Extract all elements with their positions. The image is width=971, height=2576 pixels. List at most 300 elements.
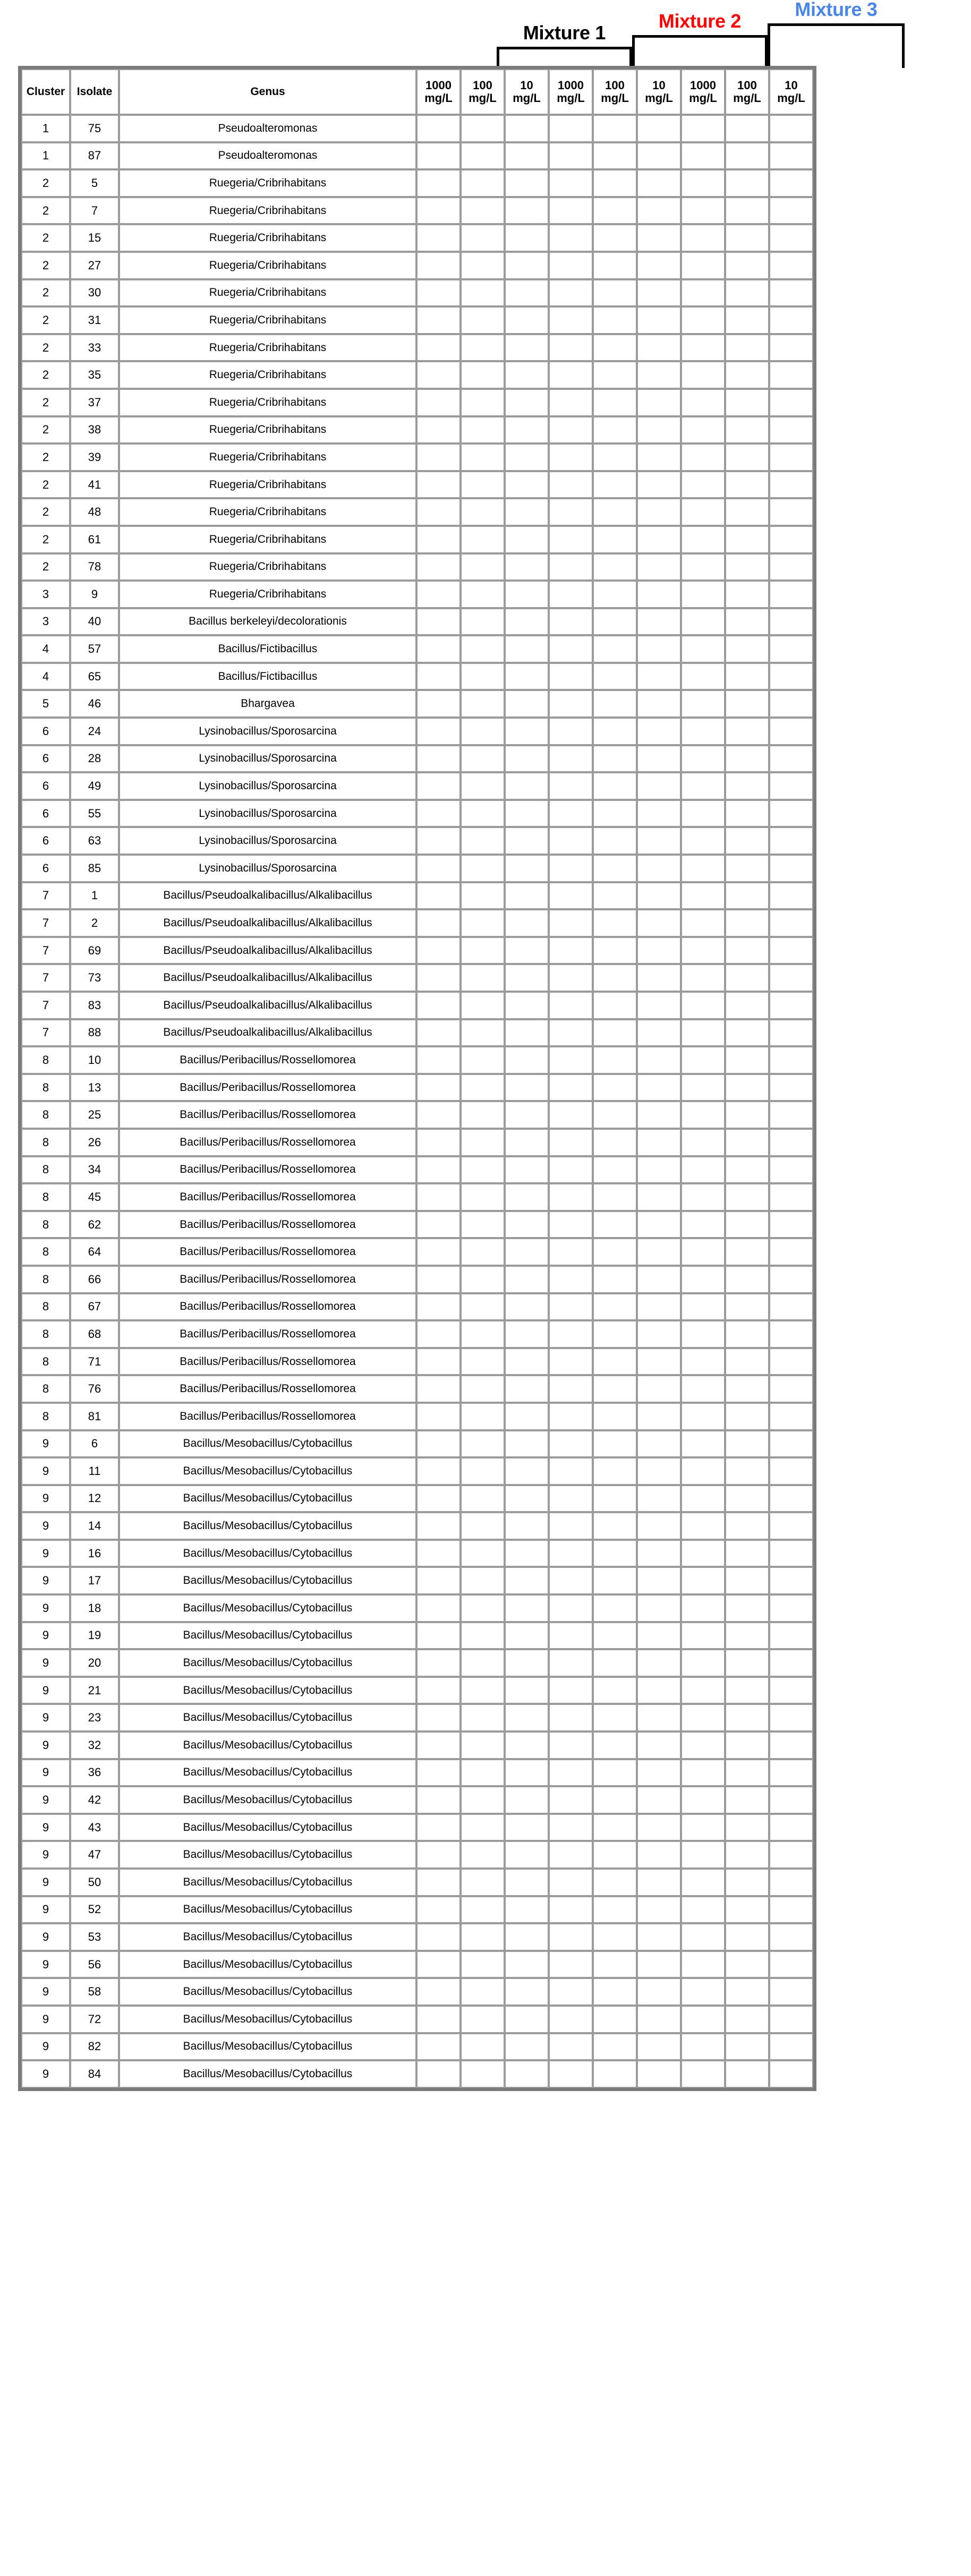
genus-value: Bacillus/Mesobacillus/Cytobacillus (119, 1677, 416, 1704)
growth-cell (637, 855, 681, 882)
growth-cell (593, 1183, 637, 1211)
table-row (21, 1375, 813, 1403)
growth-cell (549, 1211, 593, 1239)
growth-cell (505, 1074, 549, 1102)
growth-cell (769, 1786, 813, 1814)
growth-cell (461, 1649, 505, 1677)
growth-cell (725, 1896, 769, 1924)
growth-cell (593, 909, 637, 937)
growth-cell (769, 2060, 813, 2088)
table-row (21, 1896, 813, 1924)
growth-cell (681, 553, 725, 581)
growth-cell (505, 1731, 549, 1759)
genus-value: Lysinobacillus/Sporosarcina (119, 855, 416, 882)
header-m1-1000-value: 1000 (425, 78, 452, 92)
growth-cell (549, 690, 593, 718)
growth-cell (681, 1101, 725, 1129)
growth-cell (769, 1512, 813, 1540)
growth-cell (681, 1594, 725, 1622)
growth-cell (769, 1649, 813, 1677)
cluster-value: 2 (21, 197, 70, 225)
growth-cell (593, 2006, 637, 2033)
genus-value: Bacillus/Pseudoalkalibacillus/Alkalibacillus (119, 937, 416, 965)
table-row (21, 553, 813, 581)
growth-cell (416, 992, 461, 1019)
growth-cell (461, 855, 505, 882)
growth-cell (416, 306, 461, 334)
growth-cell (769, 361, 813, 389)
growth-cell (416, 553, 461, 581)
growth-cell (416, 2033, 461, 2061)
growth-cell (637, 2033, 681, 2061)
growth-cell (769, 635, 813, 663)
growth-cell (461, 252, 505, 279)
genus-value: Bacillus/Peribacillus/Rossellomorea (119, 1074, 416, 1102)
mixture-1-label: Mixture 1 (523, 22, 606, 44)
isolate-value: 63 (70, 827, 119, 855)
growth-cell (769, 772, 813, 800)
growth-cell (505, 964, 549, 992)
growth-cell (681, 882, 725, 910)
growth-cell (416, 690, 461, 718)
isolate-value: 67 (70, 1293, 119, 1321)
cluster-value: 9 (21, 2006, 70, 2033)
cluster-value: 9 (21, 1869, 70, 1896)
growth-cell (416, 718, 461, 745)
cluster-value: 8 (21, 1046, 70, 1074)
growth-cell (549, 1403, 593, 1430)
growth-cell (416, 1869, 461, 1896)
growth-cell (769, 718, 813, 745)
growth-cell (681, 1211, 725, 1239)
growth-cell (461, 1348, 505, 1376)
table-row (21, 608, 813, 636)
cluster-value: 7 (21, 1019, 70, 1047)
growth-cell (769, 1869, 813, 1896)
growth-cell (549, 1320, 593, 1348)
growth-cell (725, 197, 769, 225)
growth-cell (637, 909, 681, 937)
mixture-2-label: Mixture 2 (658, 10, 742, 32)
genus-value: Bacillus/Mesobacillus/Cytobacillus (119, 1567, 416, 1594)
growth-cell (549, 1923, 593, 1951)
growth-cell (593, 1430, 637, 1458)
growth-cell (593, 663, 637, 690)
growth-cell (593, 1403, 637, 1430)
growth-cell (461, 1731, 505, 1759)
growth-cell (461, 1156, 505, 1184)
growth-cell (461, 964, 505, 992)
growth-cell (593, 1238, 637, 1266)
growth-cell (725, 1183, 769, 1211)
growth-cell (769, 909, 813, 937)
growth-cell (637, 1923, 681, 1951)
growth-cell (681, 1759, 725, 1787)
growth-cell (416, 197, 461, 225)
growth-cell (681, 1540, 725, 1567)
growth-cell (725, 279, 769, 307)
growth-cell (416, 635, 461, 663)
growth-cell (637, 1731, 681, 1759)
growth-cell (416, 334, 461, 362)
growth-cell (637, 526, 681, 553)
growth-cell (461, 581, 505, 608)
genus-value: Ruegeria/Cribrihabitans (119, 416, 416, 444)
cluster-value: 2 (21, 361, 70, 389)
genus-value: Bhargavea (119, 690, 416, 718)
growth-cell (461, 745, 505, 773)
table-row (21, 1430, 813, 1458)
isolate-value: 9 (70, 581, 119, 608)
growth-cell (416, 1183, 461, 1211)
growth-cell (593, 2060, 637, 2088)
growth-cell (461, 1293, 505, 1321)
growth-cell (637, 663, 681, 690)
growth-cell (681, 1704, 725, 1731)
isolate-value: 47 (70, 1841, 119, 1869)
growth-cell (461, 1485, 505, 1513)
table-row (21, 635, 813, 663)
growth-cell (681, 909, 725, 937)
header-m2-10 (637, 69, 681, 115)
genus-value: Ruegeria/Cribrihabitans (119, 361, 416, 389)
growth-cell (549, 827, 593, 855)
growth-cell (769, 1293, 813, 1321)
growth-cell (637, 1156, 681, 1184)
genus-value: Ruegeria/Cribrihabitans (119, 252, 416, 279)
table-row (21, 334, 813, 362)
cluster-value: 9 (21, 1430, 70, 1458)
header-m3-1000 (681, 69, 725, 115)
table-body (21, 115, 813, 2088)
growth-cell (505, 690, 549, 718)
growth-cell (769, 416, 813, 444)
header-m3-10 (769, 69, 813, 115)
growth-cell (769, 827, 813, 855)
growth-cell (593, 197, 637, 225)
table-row (21, 827, 813, 855)
growth-cell (549, 416, 593, 444)
growth-cell (593, 1759, 637, 1787)
growth-cell (416, 1101, 461, 1129)
table-row (21, 718, 813, 745)
growth-cell (681, 1731, 725, 1759)
growth-cell (549, 1156, 593, 1184)
growth-cell (549, 1814, 593, 1841)
cluster-value: 7 (21, 992, 70, 1019)
table-row (21, 690, 813, 718)
growth-cell (725, 1786, 769, 1814)
growth-cell (769, 1622, 813, 1650)
isolate-value: 69 (70, 937, 119, 965)
growth-cell (593, 1293, 637, 1321)
growth-cell (637, 1211, 681, 1239)
growth-cell (461, 1238, 505, 1266)
growth-cell (637, 1046, 681, 1074)
growth-cell (549, 553, 593, 581)
genus-value: Ruegeria/Cribrihabitans (119, 526, 416, 553)
table-row (21, 1951, 813, 1978)
growth-cell (637, 1129, 681, 1156)
cluster-value: 9 (21, 1677, 70, 1704)
table-row (21, 443, 813, 471)
growth-cell (725, 1211, 769, 1239)
growth-cell (769, 1074, 813, 1102)
growth-cell (416, 1540, 461, 1567)
isolate-value: 42 (70, 1786, 119, 1814)
isolate-value: 68 (70, 1320, 119, 1348)
growth-cell (769, 526, 813, 553)
genus-value: Bacillus berkeleyi/decolorationis (119, 608, 416, 636)
growth-cell (725, 334, 769, 362)
growth-cell (725, 964, 769, 992)
growth-cell (637, 1677, 681, 1704)
genus-value: Ruegeria/Cribrihabitans (119, 306, 416, 334)
growth-cell (681, 197, 725, 225)
growth-cell (681, 608, 725, 636)
genus-value: Bacillus/Mesobacillus/Cytobacillus (119, 1430, 416, 1458)
growth-cell (593, 1923, 637, 1951)
growth-cell (769, 1183, 813, 1211)
genus-value: Bacillus/Mesobacillus/Cytobacillus (119, 1731, 416, 1759)
growth-cell (549, 1375, 593, 1403)
cluster-value: 9 (21, 1567, 70, 1594)
growth-cell (637, 1594, 681, 1622)
growth-cell (725, 1649, 769, 1677)
growth-cell (769, 1046, 813, 1074)
growth-cell (549, 1183, 593, 1211)
growth-cell (505, 1457, 549, 1485)
growth-cell (725, 1019, 769, 1047)
cluster-value: 2 (21, 526, 70, 553)
table-row (21, 964, 813, 992)
growth-cell (461, 1375, 505, 1403)
growth-cell (416, 909, 461, 937)
cluster-value: 9 (21, 1951, 70, 1978)
genus-value: Ruegeria/Cribrihabitans (119, 581, 416, 608)
genus-value: Ruegeria/Cribrihabitans (119, 224, 416, 252)
growth-cell (593, 1869, 637, 1896)
growth-cell (725, 526, 769, 553)
growth-cell (549, 1704, 593, 1731)
growth-cell (416, 1156, 461, 1184)
growth-cell (549, 2006, 593, 2033)
growth-cell (416, 1677, 461, 1704)
header-m1-10-value: 10 (520, 78, 533, 92)
growth-cell (681, 1951, 725, 1978)
growth-cell (416, 1923, 461, 1951)
growth-cell (725, 827, 769, 855)
growth-cell (416, 115, 461, 142)
isolate-value: 50 (70, 1869, 119, 1896)
growth-cell (461, 635, 505, 663)
isolate-value: 66 (70, 1266, 119, 1293)
growth-cell (549, 1869, 593, 1896)
growth-cell (593, 964, 637, 992)
growth-cell (681, 2033, 725, 2061)
growth-cell (681, 1896, 725, 1924)
cluster-value: 7 (21, 964, 70, 992)
growth-cell (681, 937, 725, 965)
growth-cell (593, 1567, 637, 1594)
growth-cell (505, 1540, 549, 1567)
growth-cell (505, 1978, 549, 2006)
growth-cell (461, 306, 505, 334)
genus-value: Bacillus/Mesobacillus/Cytobacillus (119, 1896, 416, 1924)
growth-cell (637, 252, 681, 279)
genus-value: Pseudoalteromonas (119, 142, 416, 170)
growth-cell (549, 882, 593, 910)
growth-cell (549, 1101, 593, 1129)
isolate-value: 30 (70, 279, 119, 307)
growth-cell (637, 1266, 681, 1293)
cluster-value: 9 (21, 1786, 70, 1814)
growth-cell (637, 443, 681, 471)
cluster-value: 9 (21, 1814, 70, 1841)
cluster-value: 8 (21, 1293, 70, 1321)
growth-cell (725, 882, 769, 910)
isolate-value: 52 (70, 1896, 119, 1924)
growth-cell (461, 1786, 505, 1814)
table-row (21, 1485, 813, 1513)
growth-cell (505, 526, 549, 553)
growth-cell (593, 1485, 637, 1513)
growth-cell (637, 1293, 681, 1321)
isolate-value: 20 (70, 1649, 119, 1677)
header-m1-100-value: 100 (473, 78, 492, 92)
cluster-value: 1 (21, 115, 70, 142)
table-row (21, 1841, 813, 1869)
cluster-value: 8 (21, 1375, 70, 1403)
isolate-value: 25 (70, 1101, 119, 1129)
growth-cell (593, 1101, 637, 1129)
growth-cell (593, 1731, 637, 1759)
growth-cell (461, 1978, 505, 2006)
growth-cell (549, 1348, 593, 1376)
isolate-value: 7 (70, 197, 119, 225)
growth-cell (416, 1649, 461, 1677)
cluster-value: 9 (21, 1896, 70, 1924)
growth-cell (681, 745, 725, 773)
growth-cell (593, 1375, 637, 1403)
growth-cell (637, 1019, 681, 1047)
header-m1-100 (461, 69, 505, 115)
growth-cell (505, 1512, 549, 1540)
growth-cell (681, 389, 725, 416)
isolate-value: 39 (70, 443, 119, 471)
growth-cell (416, 1567, 461, 1594)
table-row (21, 1978, 813, 2006)
isolate-value: 26 (70, 1129, 119, 1156)
growth-cell (637, 745, 681, 773)
growth-cell (505, 1649, 549, 1677)
cluster-value: 6 (21, 718, 70, 745)
growth-cell (416, 361, 461, 389)
growth-cell (549, 1512, 593, 1540)
growth-cell (681, 800, 725, 828)
genus-value: Bacillus/Mesobacillus/Cytobacillus (119, 1594, 416, 1622)
table-row (21, 882, 813, 910)
growth-cell (769, 115, 813, 142)
growth-cell (505, 718, 549, 745)
growth-cell (549, 1293, 593, 1321)
growth-cell (725, 1540, 769, 1567)
growth-cell (505, 169, 549, 197)
growth-cell (769, 690, 813, 718)
isolate-value: 15 (70, 224, 119, 252)
growth-cell (505, 498, 549, 526)
growth-cell (549, 663, 593, 690)
growth-cell (769, 279, 813, 307)
growth-cell (505, 306, 549, 334)
growth-cell (549, 252, 593, 279)
growth-cell (637, 581, 681, 608)
genus-value: Bacillus/Mesobacillus/Cytobacillus (119, 1457, 416, 1485)
growth-cell (461, 1101, 505, 1129)
growth-cell (637, 992, 681, 1019)
table-row (21, 1540, 813, 1567)
isolate-value: 40 (70, 608, 119, 636)
genus-value: Ruegeria/Cribrihabitans (119, 471, 416, 499)
growth-cell (416, 1403, 461, 1430)
genus-value: Bacillus/Peribacillus/Rossellomorea (119, 1375, 416, 1403)
isolate-value: 83 (70, 992, 119, 1019)
growth-cell (769, 1348, 813, 1376)
growth-cell (593, 1978, 637, 2006)
growth-cell (681, 690, 725, 718)
cluster-value: 2 (21, 252, 70, 279)
genus-value: Ruegeria/Cribrihabitans (119, 553, 416, 581)
growth-cell (461, 1019, 505, 1047)
cluster-value: 9 (21, 1759, 70, 1787)
table-row (21, 2006, 813, 2033)
growth-cell (505, 1814, 549, 1841)
growth-cell (461, 1129, 505, 1156)
growth-cell (725, 1101, 769, 1129)
growth-cell (725, 937, 769, 965)
growth-cell (637, 635, 681, 663)
growth-cell (593, 800, 637, 828)
growth-cell (637, 471, 681, 499)
genus-value: Bacillus/Pseudoalkalibacillus/Alkalibacillus (119, 909, 416, 937)
growth-cell (637, 800, 681, 828)
growth-cell (769, 1211, 813, 1239)
growth-cell (725, 1869, 769, 1896)
genus-value: Ruegeria/Cribrihabitans (119, 498, 416, 526)
growth-cell (505, 1375, 549, 1403)
growth-cell (725, 1293, 769, 1321)
growth-cell (549, 334, 593, 362)
cluster-value: 8 (21, 1320, 70, 1348)
growth-cell (505, 1238, 549, 1266)
genus-value: Bacillus/Peribacillus/Rossellomorea (119, 1046, 416, 1074)
growth-cell (769, 1759, 813, 1787)
growth-cell (461, 334, 505, 362)
growth-cell (725, 718, 769, 745)
header-m2-100-unit: mg/L (601, 91, 629, 105)
growth-cell (637, 1485, 681, 1513)
growth-cell (505, 2006, 549, 2033)
growth-cell (769, 1019, 813, 1047)
growth-cell (769, 1238, 813, 1266)
growth-cell (416, 882, 461, 910)
growth-cell (769, 608, 813, 636)
isolate-value: 55 (70, 800, 119, 828)
growth-cell (681, 1485, 725, 1513)
growth-cell (416, 772, 461, 800)
cluster-value: 6 (21, 772, 70, 800)
growth-cell (416, 389, 461, 416)
